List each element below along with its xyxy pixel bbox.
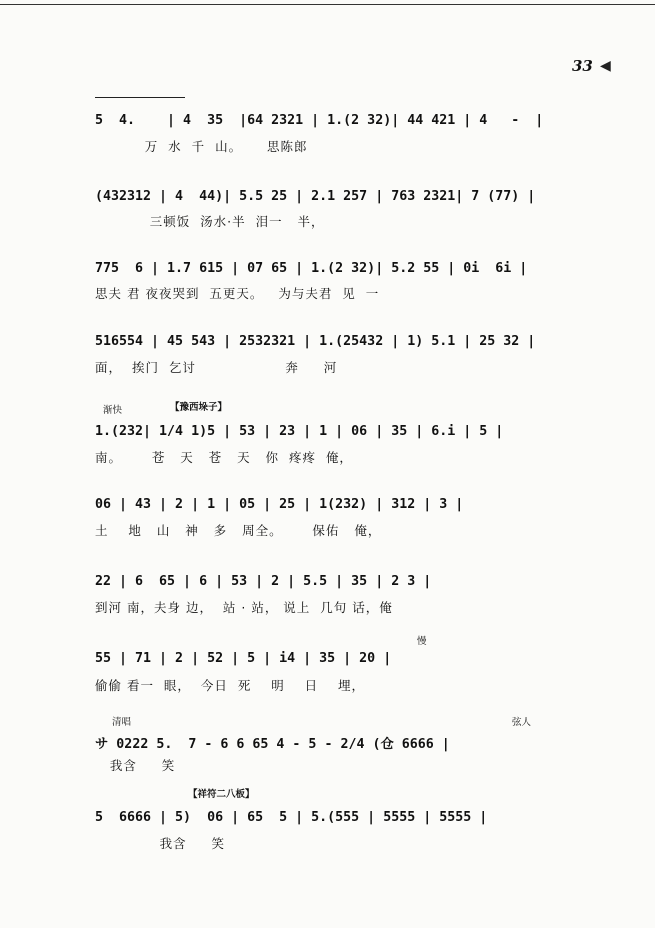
lyrics-line-9: 我含 笑: [95, 758, 176, 773]
notation-line-6: 06 | 43 | 2 | 1 | 05 | 25 | 1(232) | 312 | 3 |: [95, 497, 464, 512]
tie-line: [95, 97, 185, 98]
notation-line-2: (432312 | 4 44)| 5.5 25 | 2.1 257 | 763 2321| 7 (77) |: [95, 189, 536, 204]
notation-line-8: 55 | 71 | 2 | 52 | 5 | i4 | 35 | 20 |: [95, 651, 392, 666]
lyrics-line-8: 偷偷 看一 眼， 今日 死 明 日 埋，: [95, 678, 365, 693]
notation-line-10: 5 6666 | 5) 06 | 65 5 | 5.(555 | 5555 | 5555 |: [95, 810, 488, 825]
lyrics-line-10: 我含 笑: [95, 836, 226, 851]
notation-line-4: 516554 | 45 543 | 2532321 | 1.(25432 | 1) 5.1 | 25 32 |: [95, 334, 536, 349]
free-singing-annotation: 清唱: [112, 717, 132, 728]
lyrics-line-1: 万 水 千 山。 思陈郎: [95, 139, 308, 154]
notation-line-7: 22 | 6 65 | 6 | 53 | 2 | 5.5 | 35 | 2 3 |: [95, 574, 432, 589]
page-ornament-icon: ◀: [600, 58, 611, 74]
notation-line-1: 5 4. | 4 35 |64 2321 | 1.(2 32)| 44 421 | 4 - |: [95, 113, 544, 128]
section-label-1: 【豫西垛子】: [170, 402, 228, 413]
top-rule: [0, 4, 655, 5]
notation-line-3: 775 6 | 1.7 615 | 07 65 | 1.(2 32)| 5.2 55 | 0i 6i |: [95, 261, 528, 276]
lyrics-line-3: 思夫 君 夜夜哭到 五更天。 为与夫君 见 一: [95, 286, 380, 301]
lyrics-line-6: 土 地 山 神 多 周全。 保佑 俺，: [95, 523, 382, 538]
lyrics-line-4: 面， 挨门 乞讨 奔 河: [95, 360, 338, 375]
notation-line-9: サ 0222 5. 7 - 6 6 65 4 - 5 - 2/4 (仓 6666 |: [95, 737, 450, 752]
page-number: 33: [572, 57, 593, 75]
tempo-annotation: 渐快: [103, 405, 123, 416]
notation-line-5: 1.(232| 1/4 1)5 | 53 | 23 | 1 | 06 | 35 | 6.i | 5 |: [95, 424, 504, 439]
slow-annotation: 慢: [417, 636, 427, 647]
lyrics-line-5: 南。 苍 天 苍 天 你 疼疼 俺，: [95, 450, 353, 465]
lyrics-line-7: 到河 南，夫身 边， 站 · 站， 说上 几句 话，俺: [95, 600, 393, 615]
lyrics-line-2: 三顿饭 汤水·半 泪一 半，: [95, 214, 325, 229]
strings-enter-annotation: 弦人: [512, 717, 532, 728]
section-label-2: 【祥符二八板】: [188, 789, 255, 800]
